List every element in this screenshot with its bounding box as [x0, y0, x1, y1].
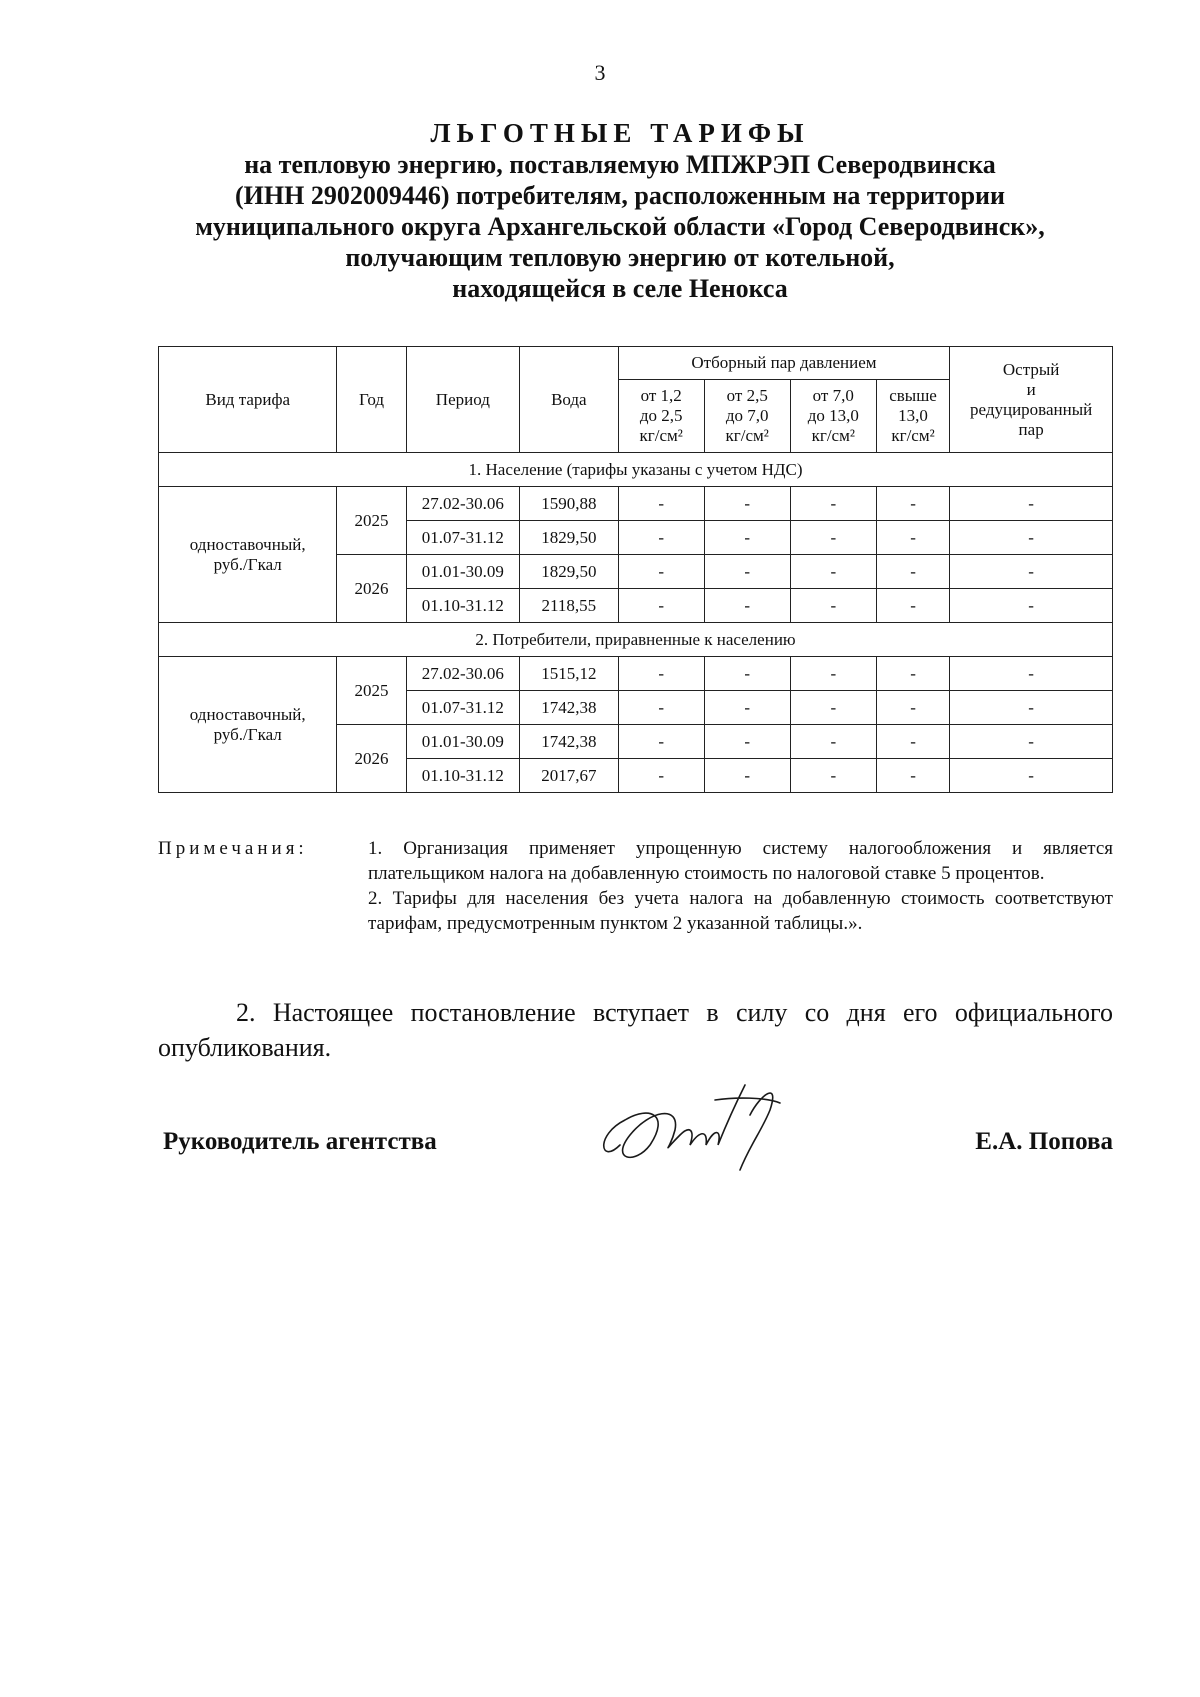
- value-cell: -: [876, 725, 949, 759]
- year-cell: 2026: [337, 725, 406, 793]
- note-item: 1. Организация применяет упрощенную систему налогообложения и является плательщиком налога на добавленную стоимость по налоговой ставке 5 процентов.: [368, 838, 1113, 884]
- header-sharp-steam: [950, 347, 1113, 453]
- document-title: [120, 118, 1120, 304]
- water-cell: 1829,50: [520, 521, 619, 555]
- value-cell: -: [618, 657, 704, 691]
- value-cell: -: [790, 691, 876, 725]
- page-number: 3: [594, 60, 606, 85]
- tariff-type-line: одноставочный,: [189, 704, 306, 724]
- period-cell: 01.10-31.12: [406, 759, 519, 793]
- value-cell: -: [790, 487, 876, 521]
- value-cell: -: [950, 657, 1113, 691]
- period-cell: 27.02-30.06: [406, 487, 519, 521]
- title-main: ЛЬГОТНЫЕ ТАРИФЫ: [430, 118, 810, 148]
- title-line: находящейся в селе Ненокса: [452, 274, 788, 303]
- tariff-type-cell: [159, 657, 337, 793]
- water-cell: 1742,38: [520, 725, 619, 759]
- water-cell: 1590,88: [520, 487, 619, 521]
- table-row: [159, 487, 1113, 521]
- period-cell: 01.01-30.09: [406, 725, 519, 759]
- header-steam-line: до 13,0: [807, 406, 859, 425]
- value-cell: -: [704, 487, 790, 521]
- header-steam-line: кг/см²: [725, 426, 769, 445]
- value-cell: -: [704, 521, 790, 555]
- value-cell: -: [704, 759, 790, 793]
- period-cell: 01.07-31.12: [406, 691, 519, 725]
- header-steam-group: Отборный пар давлением: [618, 347, 950, 380]
- signatory-name: Е.А. Попова: [975, 1128, 1113, 1155]
- year-cell: 2025: [337, 487, 406, 555]
- effective-clause: 2. Настоящее постановление вступает в силу со дня его официального опубликования.: [158, 998, 1113, 1062]
- period-cell: 01.01-30.09: [406, 555, 519, 589]
- tariff-type-line: руб./Гкал: [213, 724, 282, 744]
- table-row: [159, 657, 1113, 691]
- value-cell: -: [618, 521, 704, 555]
- signatory-position: Руководитель агентства: [163, 1128, 437, 1155]
- value-cell: -: [618, 589, 704, 623]
- header-tariff-type: Вид тарифа: [159, 347, 337, 453]
- value-cell: -: [618, 759, 704, 793]
- title-line: на тепловую энергию, поставляемую МПЖРЭП Северодвинска: [244, 150, 996, 179]
- header-steam-line: от 2,5: [726, 386, 768, 405]
- header-steam-col: [704, 380, 790, 453]
- tariff-type-line: руб./Гкал: [213, 554, 282, 574]
- notes-label: Примечания:: [158, 838, 308, 859]
- water-cell: 2017,67: [520, 759, 619, 793]
- value-cell: -: [618, 487, 704, 521]
- value-cell: -: [704, 691, 790, 725]
- value-cell: -: [618, 725, 704, 759]
- period-cell: 27.02-30.06: [406, 657, 519, 691]
- value-cell: -: [950, 487, 1113, 521]
- value-cell: -: [790, 759, 876, 793]
- header-sharp-line: редуцированный: [970, 399, 1093, 419]
- value-cell: -: [876, 759, 949, 793]
- notes-body: [368, 836, 1113, 936]
- title-line: получающим тепловую энергию от котельной,: [345, 243, 895, 272]
- section-title: 1. Население (тарифы указаны с учетом НДС): [159, 453, 1113, 487]
- year-cell: 2026: [337, 555, 406, 623]
- period-cell: 01.10-31.12: [406, 589, 519, 623]
- value-cell: -: [790, 589, 876, 623]
- header-steam-col: [876, 380, 949, 453]
- value-cell: -: [950, 589, 1113, 623]
- note-item: 2. Тарифы для населения без учета налога на добавленную стоимость соответствуют тарифам, предусмотренным пунктом 2 указанной таблицы.».: [368, 888, 1113, 934]
- value-cell: -: [950, 691, 1113, 725]
- header-steam-line: кг/см²: [811, 426, 855, 445]
- value-cell: -: [876, 487, 949, 521]
- water-cell: 1829,50: [520, 555, 619, 589]
- section-title: 2. Потребители, приравненные к населению: [159, 623, 1113, 657]
- value-cell: -: [618, 555, 704, 589]
- value-cell: -: [704, 555, 790, 589]
- header-steam-line: 13,0: [898, 406, 928, 425]
- value-cell: -: [704, 589, 790, 623]
- header-sharp-line: Острый: [1002, 359, 1060, 379]
- header-steam-col: [790, 380, 876, 453]
- value-cell: -: [950, 725, 1113, 759]
- value-cell: -: [876, 521, 949, 555]
- value-cell: -: [790, 555, 876, 589]
- value-cell: -: [950, 521, 1113, 555]
- header-period: Период: [406, 347, 519, 453]
- year-cell: 2025: [337, 657, 406, 725]
- water-cell: 1515,12: [520, 657, 619, 691]
- header-steam-line: свыше: [889, 386, 937, 405]
- header-steam-line: до 7,0: [725, 406, 769, 425]
- period-cell: 01.07-31.12: [406, 521, 519, 555]
- value-cell: -: [704, 657, 790, 691]
- value-cell: -: [790, 725, 876, 759]
- title-line: (ИНН 2902009446) потребителям, расположенным на территории: [234, 181, 1005, 210]
- title-line: муниципального округа Архангельской области «Город Северодвинск»,: [195, 212, 1045, 241]
- header-steam-line: от 7,0: [812, 386, 854, 405]
- header-steam-line: кг/см²: [639, 426, 683, 445]
- value-cell: -: [876, 691, 949, 725]
- value-cell: -: [950, 555, 1113, 589]
- header-year: Год: [337, 347, 406, 453]
- header-steam-line: от 1,2: [640, 386, 682, 405]
- header-water: Вода: [520, 347, 619, 453]
- water-cell: 1742,38: [520, 691, 619, 725]
- signature-block: [158, 1120, 1113, 1160]
- tariff-type-line: одноставочный,: [189, 534, 306, 554]
- value-cell: -: [950, 759, 1113, 793]
- value-cell: -: [618, 691, 704, 725]
- value-cell: -: [876, 589, 949, 623]
- value-cell: -: [704, 725, 790, 759]
- value-cell: -: [790, 521, 876, 555]
- header-sharp-line: пар: [1018, 419, 1044, 439]
- header-steam-col: [618, 380, 704, 453]
- header-steam-line: кг/см²: [891, 426, 935, 445]
- value-cell: -: [876, 657, 949, 691]
- header-sharp-line: и: [1026, 379, 1036, 399]
- water-cell: 2118,55: [520, 589, 619, 623]
- tariffs-table: [158, 346, 1113, 793]
- value-cell: -: [876, 555, 949, 589]
- tariff-type-cell: [159, 487, 337, 623]
- value-cell: -: [790, 657, 876, 691]
- header-steam-line: до 2,5: [639, 406, 683, 425]
